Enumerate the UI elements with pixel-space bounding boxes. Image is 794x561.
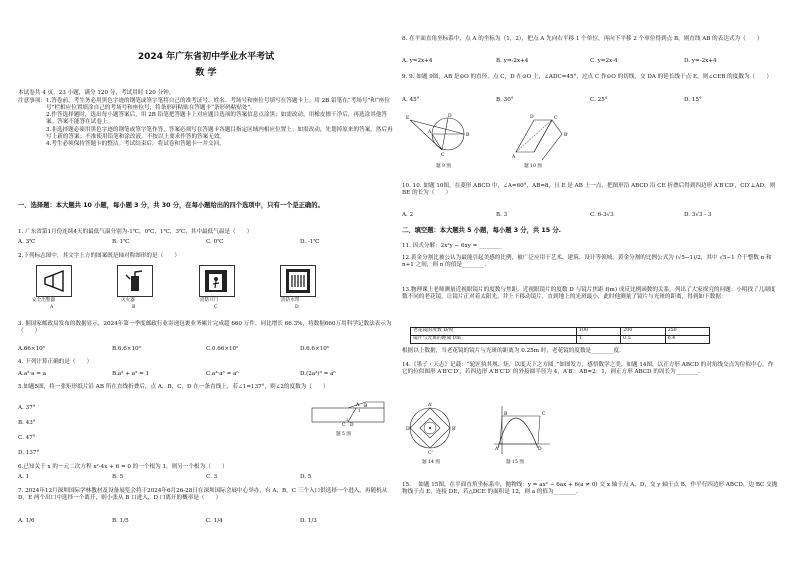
table-cell: 250 bbox=[665, 328, 709, 336]
q9-figure bbox=[406, 112, 476, 164]
q2-label-d: 消防水带 bbox=[281, 298, 300, 303]
q5-option-a: A. 37° bbox=[18, 405, 36, 411]
svg-text:A: A bbox=[428, 130, 432, 135]
q1-option-b: B. 1℃ bbox=[112, 239, 130, 245]
q6-option-c: C. 3 bbox=[206, 474, 218, 480]
q9-option-c: C. 25° bbox=[590, 97, 608, 103]
q9-options bbox=[402, 97, 778, 104]
q10-options bbox=[402, 212, 778, 219]
q5-fig-label-c: C bbox=[342, 423, 346, 428]
q2-label-c: 消防开门 bbox=[200, 298, 219, 303]
alarm-sign-icon bbox=[36, 265, 72, 297]
q9-caption: 题 9 图 bbox=[436, 164, 452, 169]
q6-options bbox=[18, 474, 394, 481]
table-cell: 100 bbox=[576, 328, 620, 336]
q14-stem: 14.《墨子・天志》记载：“轮匠执其规、矩，以度天下之方圆。”如图发方，感悟数学之美。如题 14图，以正方形 ABCD 的对角线交点为位似中心，作它的位似图形 A′B′C′D′，若四边形 A′B′C′D′ 的外接圆半径为 4，A′B′：AB=2：1，则正方形 ABCD 的周长为________. bbox=[402, 362, 774, 376]
note-2: 2.作答选择题时，选出每小题答案后，用 2B 铅笔把答题卡上对应题目选项的答案信息点涂黑；如需改动，用橡皮擦干净后，再选涂其他答案。答案不能答在试卷上。 bbox=[46, 112, 388, 126]
svg-text:C: C bbox=[554, 116, 558, 121]
q4-options bbox=[18, 371, 394, 378]
svg-text:D': D' bbox=[406, 427, 411, 432]
table-cell: 200 bbox=[621, 328, 665, 336]
q14-figure bbox=[406, 404, 456, 456]
q7-option-a: A. 1/6 bbox=[18, 518, 35, 524]
q8-option-c: C. y=2x-4 bbox=[590, 58, 618, 64]
q2-option-d: D bbox=[295, 305, 299, 310]
q4-option-a: A.a²·a = a bbox=[18, 371, 47, 377]
table-row bbox=[411, 336, 710, 344]
notes-block bbox=[18, 98, 394, 148]
q10-option-d: D. 3√3 - 3 bbox=[684, 212, 712, 218]
note-4: 4.考生必须保持答题卡的整洁。考试结束后，将试卷和答题卡一并交回。 bbox=[46, 140, 225, 147]
q15-figure bbox=[492, 404, 552, 456]
svg-text:A': A' bbox=[428, 403, 433, 408]
q3-option-b: B.6.6×10⁶ bbox=[112, 346, 141, 352]
q5-option-c: C. 47° bbox=[18, 435, 36, 441]
q5-option-d: D. 137° bbox=[18, 450, 40, 456]
q2-stem: 2.下列标志图中，其文字上方的图案既是轴对称图形的是（ ） bbox=[18, 253, 180, 259]
q10-figure bbox=[512, 114, 572, 162]
svg-text:C': C' bbox=[428, 451, 433, 456]
section1-heading: 一、选择题：本大题共 10 小题，每小题 3 分，共 30 分，在每小题给出的四个选项中，只有一个是正确的。 bbox=[18, 202, 324, 209]
q4-option-c: C.a⁴·a³ = a⁶ bbox=[206, 371, 239, 377]
note-3: 3.非选择题必须用黑色字迹的钢笔或签字笔作答，答案必须写在答题卡各题目指定区域内相应位置上；如需改动，先划掉原来的答案，然后再写上新的答案；不准使用铅笔和涂改液。不按以上要求作答的答案无效。 bbox=[46, 126, 393, 140]
q13-stem: 13.物理课上老师测量近视眼镜片的度数与焦距。近视眼镜片的度数 D 与镜片焦距 f(m) 成反比例函数的关系，列出了大家探究的问题：小明找了几副度数不同的老花镜，让镜片正对着太阳光，并上下移动镜片，直到地上的光斑最小，此时他测量了镜片与光斑的距离，得到如下数据： bbox=[402, 287, 776, 301]
q8-option-b: B. y=-2x+4 bbox=[496, 58, 529, 64]
table-cell: 0.5 bbox=[621, 336, 665, 344]
svg-text:D: D bbox=[530, 115, 534, 120]
q5-fig-label-d: D bbox=[350, 423, 354, 428]
q5-fig-label-2: 2 bbox=[346, 417, 349, 422]
q13-tail: 根据以上数据，当老花镜的镜片与光斑的距离为 0.25m 时，老花镜的度数是________度. bbox=[402, 348, 621, 354]
emergency-door-sign-icon bbox=[199, 265, 235, 297]
q5-fig-label-b: B bbox=[364, 404, 368, 409]
q7-option-d: D. 1/3 bbox=[300, 518, 317, 524]
notes-label: 注意事项： bbox=[18, 98, 46, 104]
table-cell: 0.4 bbox=[665, 336, 709, 344]
q9-option-d: D. 15° bbox=[684, 97, 702, 103]
q1-option-d: D. -1℃ bbox=[300, 239, 320, 245]
q14-caption: 题 14 图 bbox=[422, 460, 440, 465]
q9-stem: 9. 9. 如题 9图，AB 是⊙O 的直径，点 C，D 在⊙O 上，∠ADC=45°，过点 C 作⊙O 的切线，交 DA 的延长线于点 E，则∠CEB 的度数为（ ） bbox=[402, 74, 772, 80]
q11-stem: 11. 因式分解：2x²y − 6xy = ________ bbox=[402, 243, 502, 249]
table-cell: 老花镜的度数 D/度 bbox=[411, 328, 577, 336]
q5-fig-label-a: A bbox=[356, 403, 360, 408]
q1-stem: 1. 广东省第1月份连续4天的最低气温分别为-1℃，0℃，1℃，3℃，其中最低气温是（ ） bbox=[18, 229, 253, 235]
table-cell: 镜片与光斑的距离 f/m bbox=[411, 336, 577, 344]
q7-option-b: B. 1/5 bbox=[112, 518, 129, 524]
exam-title: 2024 年广东省初中学业水平考试 bbox=[137, 52, 275, 62]
q10-option-c: C. 6-3√3 bbox=[590, 212, 614, 218]
q10-option-a: A. 2 bbox=[402, 212, 414, 218]
svg-text:C: C bbox=[542, 412, 546, 417]
q4-stem: 4. 下列计算正确的是（ ） bbox=[18, 359, 93, 365]
extinguisher-sign-icon bbox=[117, 265, 153, 297]
q5-fig-label-1: 1 bbox=[358, 408, 361, 413]
q1-option-a: A. 3℃ bbox=[18, 239, 36, 245]
q9-option-a: A. 45° bbox=[402, 97, 420, 103]
svg-text:D: D bbox=[538, 447, 542, 452]
q10-caption: 题 10 图 bbox=[524, 164, 542, 169]
svg-text:D: D bbox=[448, 114, 452, 119]
q9-option-b: B. 30° bbox=[496, 97, 514, 103]
q5-figure bbox=[308, 400, 388, 430]
q15-caption: 题 15 图 bbox=[506, 460, 524, 465]
exam-subject: 数 学 bbox=[195, 68, 217, 78]
q5-caption: 题 5 图 bbox=[336, 432, 352, 437]
q6-option-d: D. 5 bbox=[300, 474, 312, 480]
q2-label-a: 安全出警器 bbox=[32, 298, 55, 303]
svg-text:A: A bbox=[512, 155, 516, 160]
q10-option-b: B. 3 bbox=[496, 212, 508, 218]
q7-options bbox=[18, 518, 394, 525]
svg-text:B': B' bbox=[452, 427, 457, 432]
q6-option-a: A. 1 bbox=[18, 474, 30, 480]
q6-option-b: B. 5 bbox=[112, 474, 124, 480]
q2-option-c: C bbox=[214, 305, 218, 310]
table-cell: 1 bbox=[576, 336, 620, 344]
q3-option-c: C.0.66×10⁵ bbox=[206, 346, 239, 352]
table-row bbox=[411, 328, 710, 336]
q3-options bbox=[18, 346, 394, 353]
q3-option-d: D.6.6×10⁵ bbox=[300, 346, 330, 352]
q10-stem: 10. 10. 如题 10图，在菱形 ABCD 中，∠A=60°，AB=8，且 E 是 AB 上一点，把图形沿 ABCD 沿 CE 折叠后得到四边形 A′B′CD′，CD′⊥AD，则 BE 的长为（ ） bbox=[402, 183, 776, 197]
q2-option-a: A bbox=[50, 305, 54, 310]
q7-stem: 7. 2024年12月深圳国际学林教材及设备展览会将于2024年6月26-28日在深圳国际会展中心举办，有 A，B，C 三个入口供选择一个进入，再随机从 D，E 两个出口中选择一个离开，则小张从 B 口进入，D 口离开的概率是（ ） bbox=[18, 488, 388, 502]
q1-options bbox=[18, 239, 394, 246]
q8-option-a: A. y=2x+4 bbox=[402, 58, 433, 64]
q5-option-b: B. 43° bbox=[18, 420, 36, 426]
svg-text:A: A bbox=[495, 447, 499, 452]
svg-text:B': B' bbox=[564, 133, 569, 138]
section2-heading: 二、填空题：本大题共 5 小题，每小题 3 分，共 15 分. bbox=[402, 227, 562, 234]
q2-label-b: 灭火器 bbox=[121, 298, 135, 303]
q4-option-d: D.(2a³)³ = a⁶ bbox=[300, 371, 336, 377]
q3-option-a: A.66×10⁵ bbox=[18, 346, 45, 352]
q8-stem: 8. 在平面直角坐标系中，点 A 的坐标为（1，2），把点 A 先向右平移 1 个单位，再向下平移 2 个单位得到点 B，则直线 AB 的表达式为（ ） bbox=[402, 36, 763, 42]
q5-stem: 5.如题5图，将一张矩形纸片沿 AB 所在直线折叠后，点 A，B，C，D 在一条直线上，若∠1=137°，则∠2的度数为（ ） bbox=[18, 384, 329, 390]
q8-option-d: D. y=-2x+4 bbox=[684, 58, 717, 64]
fire-hose-sign-icon bbox=[280, 265, 316, 297]
svg-text:B: B bbox=[504, 412, 508, 417]
q6-stem: 6.已知关于 x 的一元二次方程 x²-4x + 6 = 0 的一个根为 1，则另一个根为（ ） bbox=[18, 464, 228, 470]
svg-text:B: B bbox=[466, 133, 470, 138]
q12-stem: 12.黄金分割比被公认为最能引起美感的比例，被广泛应用于艺术、建筑、设计等领域。黄金分割的比例公式为 (√5−1)/2，其中 √5−1 介于整数 n 和 n+1 之间，则 n 的值是________. bbox=[402, 255, 772, 269]
note-1: 1.答卷前，考生务必用黑色字迹的钢笔或签字笔将自己的准考证号、姓名、考场号和座位号填写在答题卡上。用 2B 铅笔在“考场号”和“座位号”栏相应位置填涂自己的考场号和座位号，将条形码粘贴在答题卡“条形码粘贴处”。 bbox=[46, 98, 390, 112]
q3-stem: 3. 据国家邮政局发布的数据显示，2024年第一季度邮政行业寄递包裹业务累计完成超 660 万件，同比增长 66.3%，将数据660万用科学记数法表示为（ ） bbox=[18, 321, 392, 335]
svg-text:E: E bbox=[406, 116, 410, 121]
q15-stem: 15. 如题 15图，在平面直角坐标系中，抛物线：y = ax² − 6ax + 6(a ≠ 0) 交 x 轴于点 A，D，交 y 轴于点 B，作平行四边形 ABCD，边 BC 交抛物线于点 E，连接 DE，若△DCE 的面积是 12，则 a 的值为________. bbox=[402, 482, 778, 496]
intro-line: 本试卷共 4 页，23 小题，满分 120 分，考试用时 120 分钟。 bbox=[18, 90, 175, 96]
q8-options bbox=[402, 58, 778, 65]
q1-option-c: C. 0℃ bbox=[206, 239, 224, 245]
q2-option-b: B bbox=[132, 305, 136, 310]
q7-option-c: C. 1/4 bbox=[206, 518, 223, 524]
q4-option-b: B.a² + a³ = 1 bbox=[112, 371, 150, 377]
q13-table bbox=[410, 327, 710, 344]
svg-text:C: C bbox=[441, 153, 445, 158]
